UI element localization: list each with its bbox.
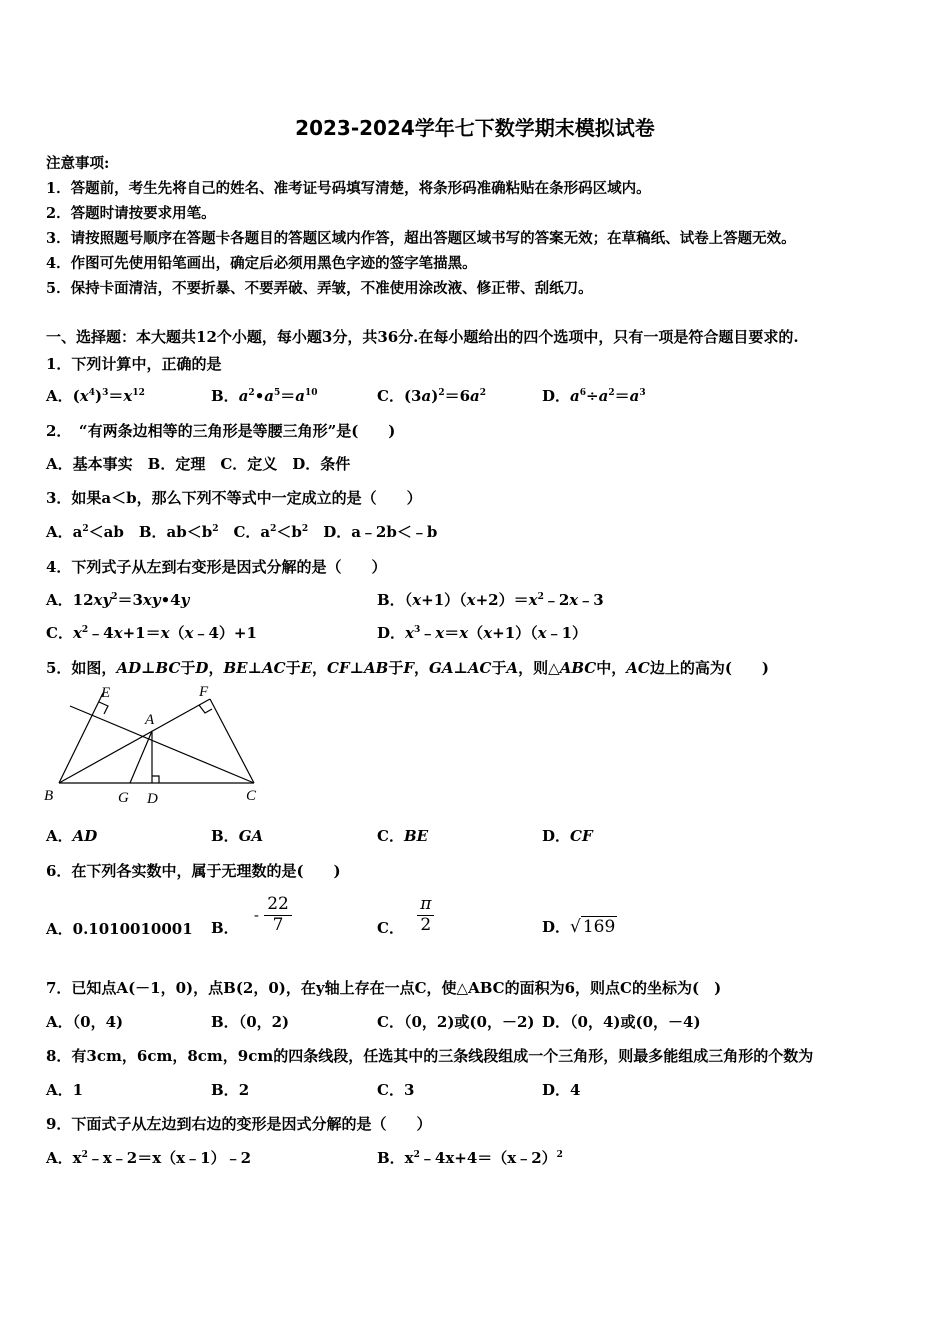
q1-option-b: B．$a^2•a^5=a^{10}$ [211, 387, 318, 405]
label-e: E [101, 685, 111, 701]
q3-options: A．$a^2<ab$ B．$ab<b^2$ C．$a^2<b^2$ D．a﹣2b＜﹣b [46, 523, 438, 541]
right-angle-e [99, 702, 108, 714]
q5-option-d: D．CF [542, 827, 593, 845]
q9-option-b: B．$x^2﹣4x+4=(x﹣2)^2$ [377, 1149, 563, 1167]
q8-option-a: A．1 [46, 1081, 84, 1099]
q6-option-c: C． $\frac{\pi}{2}$ [377, 893, 434, 938]
right-angle-d [152, 776, 159, 783]
notice-heading: 注意事项: [46, 155, 110, 172]
question-7-stem: 7．已知点A(－1，0)，点B(2，0)，在y轴上存在一点C，使△ABC的面积为6，则点C的坐标为( ) [46, 979, 722, 997]
segment-be [59, 693, 103, 783]
q6-option-d: D．√ 169 [542, 917, 616, 937]
q7-option-d: D．（0，4)或(0，－4) [542, 1013, 701, 1031]
notice-item: 2．答题时请按要求用笔。 [46, 205, 216, 222]
q7-option-a: A．（0，4) [46, 1013, 124, 1031]
label-d: D [147, 791, 158, 807]
notice-item: 4．作图可先使用铅笔画出，确定后必须用黑色字迹的签字笔描黑。 [46, 255, 477, 272]
q5-option-c: C．BE [377, 827, 429, 845]
q7-option-b: B．（0，2) [211, 1013, 290, 1031]
notice-item: 5．保持卡面清洁，不要折暴、不要弄破、弄皱，不准使用涂改液、修正带、刮纸刀。 [46, 280, 593, 297]
question-8-stem: 8．有3cm，6cm，8cm，9cm的四条线段，任选其中的三条线段组成一个三角形，则最多能组成三角形的个数为 [46, 1047, 814, 1065]
q4-option-c: C．$x^2﹣4x+1=x(x﹣4)+1$ [46, 624, 257, 642]
q8-option-b: B．2 [211, 1081, 250, 1099]
page-title: 2023-2024学年七下数学期末模拟试卷 [295, 116, 655, 140]
label-c: C [246, 788, 257, 804]
q4-option-d: D．$x^3﹣x=x(x+1)(x﹣1)$ [377, 624, 588, 642]
label-b: B [44, 788, 54, 804]
question-6-stem: 6．在下列各实数中，属于无理数的是( ) [46, 862, 341, 880]
question-1-stem: 1．下列计算中，正确的是 [46, 355, 222, 373]
question-4-stem: 4．下列式子从左到右变形是因式分解的是（ ） [46, 558, 387, 576]
q6-option-a: A．0.1010010001 [46, 920, 193, 938]
label-f: F [199, 684, 209, 700]
q7-option-c: C．（0，2)或(0，－2) [377, 1013, 535, 1031]
q1-option-c: C．$(3a)^2=6a^2$ [377, 387, 487, 405]
label-g: G [118, 790, 129, 806]
triangle-figure [40, 682, 270, 807]
question-3-stem: 3．如果a＜b，那么下列不等式中一定成立的是（ ） [46, 489, 422, 507]
q9-option-a: A．$x^2﹣x﹣2=x(x﹣1)﹣2$ [46, 1149, 251, 1167]
segment-cf [210, 699, 254, 783]
notice-item: 3．请按照题号顺序在答题卡各题目的答题区域内作答，超出答题区域书写的答案无效；在草稿纸、试卷上答题无效。 [46, 230, 796, 247]
q5-option-a: A．AD [46, 827, 98, 845]
segment-ec [70, 706, 254, 783]
label-a: A [145, 712, 155, 728]
question-2-stem: 2． “有两条边相等的三角形是等腰三角形”是( ) [46, 422, 396, 440]
notice-item: 1．答题前，考生先将自己的姓名、准考证号码填写清楚，将条形码准确粘贴在条形码区域内。 [46, 180, 651, 197]
q5-option-b: B．GA [211, 827, 264, 845]
q6-option-b: B． - $\frac{22}{7}$ [211, 893, 292, 938]
segment-bf [59, 699, 210, 783]
question-9-stem: 9．下面式子从左边到右边的变形是因式分解的是（ ） [46, 1115, 432, 1133]
q4-option-a: A．$12xy^2=3xy•4y$ [46, 591, 190, 609]
q1-option-a: A．$(x^4)^3=x^{12}$ [46, 387, 145, 405]
right-angle-f [199, 705, 212, 713]
segment-ga [130, 731, 152, 783]
q8-option-c: C．3 [377, 1081, 415, 1099]
q8-option-d: D．4 [542, 1081, 581, 1099]
question-5-stem: 5．如图，AD⊥BC于D，BE⊥AC于E，CF⊥AB于F，GA⊥AC于A，则△ABC中，AC边上的高为( ) [46, 659, 770, 677]
q2-options: A．基本事实 B．定理 C．定义 D．条件 [46, 455, 351, 473]
q4-option-b: B．$(x+1)(x+2)=x^2﹣2x﹣3$ [377, 591, 604, 609]
q1-option-d: D．$a^6\div a^2=a^3$ [542, 387, 646, 405]
section-heading: 一、选择题：本大题共12个小题，每小题3分，共36分.在每小题给出的四个选项中，只有一项是符合题目要求的. [46, 328, 799, 346]
